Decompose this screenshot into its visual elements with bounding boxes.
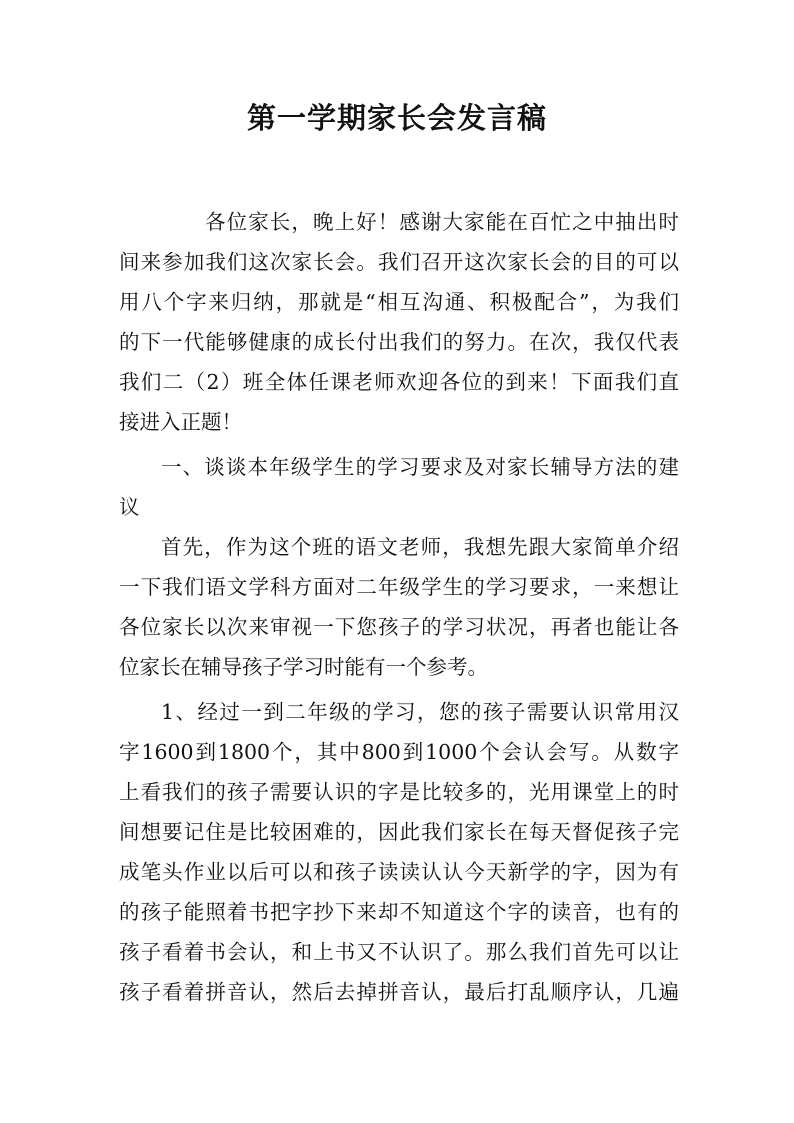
paragraph-line: 接进入正题！	[119, 410, 242, 434]
paragraph-line: 的孩子能照着书把字抄下来却不知道这个字的读音，也有的	[119, 900, 679, 924]
document-title: 第一学期家长会发言稿	[246, 101, 547, 135]
paragraph-line: 位家长在辅导孩子学习时能有一个参考。	[119, 655, 488, 679]
paragraph-line: 上看我们的孩子需要认识的字是比较多的，光用课堂上的时	[119, 780, 679, 804]
paragraph-line: 我们二（2）班全体任课老师欢迎各位的到来！下面我们直	[119, 370, 679, 394]
paragraph-line: 一下我们语文学科方面对二年级学生的学习要求，一来想让	[119, 575, 679, 599]
paragraph-line: 1、经过一到二年级的学习，您的孩子需要认识常用汉	[161, 700, 679, 724]
paragraph-line: 孩子看着书会认，和上书又不认识了。那么我们首先可以让	[119, 940, 679, 964]
paragraph-line: 孩子看着拼音认，然后去掉拼音认，最后打乱顺序认，几遍	[119, 980, 679, 1004]
paragraph-line: 各位家长，晚上好！感谢大家能在百忙之中抽出时	[205, 210, 679, 234]
paragraph-line: 的下一代能够健康的成长付出我们的努力。在次，我仅代表	[119, 330, 679, 354]
paragraph-line: 成笔头作业以后可以和孩子读读认认今天新学的字，因为有	[119, 860, 679, 884]
paragraph-line: 间来参加我们这次家长会。我们召开这次家长会的目的可以	[119, 250, 679, 274]
paragraph-line: 间想要记住是比较困难的，因此我们家长在每天督促孩子完	[119, 820, 679, 844]
paragraph-line: 用八个字来归纳，那就是“相互沟通、积极配合”，为我们	[119, 290, 679, 314]
paragraph-line: 各位家长以次来审视一下您孩子的学习状况，再者也能让各	[119, 615, 679, 639]
section-heading-line: 议	[119, 495, 140, 519]
paragraph-line: 字1600到1800个，其中800到1000个会认会写。从数字	[119, 740, 679, 764]
section-heading-line: 一、谈谈本年级学生的学习要求及对家长辅导方法的建	[161, 455, 679, 479]
paragraph-line: 首先，作为这个班的语文老师，我想先跟大家简单介绍	[161, 535, 679, 559]
